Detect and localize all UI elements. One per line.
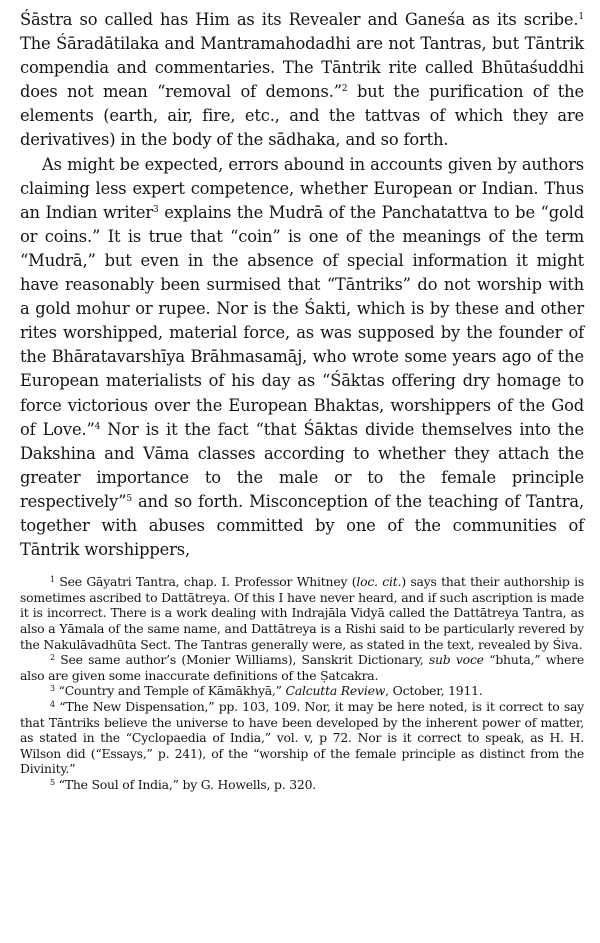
footnote <box>20 699 584 777</box>
footnote-separator <box>20 562 584 574</box>
footnote <box>20 777 584 793</box>
footnote-reference: 4 <box>94 421 101 432</box>
footnote-reference: 1 <box>578 12 584 22</box>
text-run: ) says that their authorship is sometimes ascribed to Dattātreya. Of this I have never heard, and if such ascription is made it is incorrect. There is a work dealing with Indrajāla Vidyā called the Dattātreya Tantra, as also a Yāmala of the same name, and Dattātreya is a Rishi said to be particularly revered by the Nakulāvadhūta Sect. The Tantras generally were, as stated in the text, revealed by Śiva. <box>20 574 585 652</box>
footnote-marker: 5 <box>50 777 55 787</box>
text-run: Nor is it the fact “that Śāktas divide themselves into the Dakshina and Vāma classes according to whether they attach the greater importance to the male or to the female principle respectively” <box>20 419 584 511</box>
text-run: See same author’s (Monier Williams), Sanskrit Dictionary, <box>54 652 429 668</box>
text-run: “bhuta,” where also are given some inaccurate definitions of the Ṣatcakra. <box>20 652 585 683</box>
italic-text: loc. cit. <box>356 574 402 590</box>
footnote <box>20 574 584 652</box>
text-run: and so forth. Misconception of the teaching of Tantra, together with abuses committed by one of the communities of Tāntrik worshippers, <box>20 491 584 560</box>
footnote-marker: 4 <box>50 699 55 709</box>
paragraph <box>20 153 584 563</box>
footnote-reference: 5 <box>126 493 132 504</box>
text-run: See Gāyatri Tantra, chap. I. Professor Whitney ( <box>54 574 357 590</box>
footnote-marker: 3 <box>50 684 55 694</box>
text-run: The Śāradātilaka and Mantramahodadhi are not Tantras, but Tāntrik compendia and commentaries. The Tāntrik rite called Bhūtaśuddhi does not mean “removal of demons.” <box>20 34 584 102</box>
text-run: “The Soul of India,” by G. Howells, p. 320. <box>54 776 317 792</box>
footnote-marker: 2 <box>50 653 55 663</box>
footnote-reference: 3 <box>153 204 159 215</box>
text-run: explains the Mudrā of the Panchatattva to be “gold or coins.” It is true that “coin” is one of the meanings of the term “Mudrā,” but even in the absence of special information it might have reasonably been surmised that “Tāntriks” do not worship with a gold mohur or rupee. Nor is the Śakti, which is by these and other rites worshipped, material force, as was supposed by the founder of the Bhāratavarshīya Brāhmasamāj, who wrote some years ago of the European materialists of his day as “Śāktas offering dry homage to force victorious over the European Bhaktas, worshippers of the God of Love.” <box>20 202 584 439</box>
main-text <box>20 8 584 562</box>
paragraph <box>20 8 584 153</box>
footnote <box>20 652 584 683</box>
text-run: As might be expected, errors abound in accounts given by authors claiming less expert competence, whether European or Indian. Thus an Indian writer <box>20 154 584 222</box>
italic-text: Calcutta Review <box>285 683 386 699</box>
text-run: but the purification of the elements (earth, air, fire, etc., and the tattvas of which they are derivatives) in the body of the sādhaka, and so forth. <box>20 82 585 150</box>
text-run: Śāstra so called has Him as its Revealer and Ganeśa as its scribe. <box>20 10 579 29</box>
italic-text: sub voce <box>428 652 484 668</box>
footnote <box>20 683 584 699</box>
text-run: “The New Dispensation,” pp. 103, 109. Nor, it may be here noted, is it correct to say that Tāntriks believe the universe to have been developed by the inherent power of matter, as stated in the “Cyclopaedia of India,” vol. v, p 72. Nor is it correct to speak, as H. H. Wilson did (“Essays,” p. 241), of the “worship of the female principle as distinct from the Divinity.” <box>20 698 584 777</box>
footnote-reference: 2 <box>341 84 348 95</box>
footnotes <box>20 574 584 792</box>
text-run: , October, 1911. <box>385 683 483 699</box>
footnote-marker: 1 <box>50 575 55 585</box>
text-run: “Country and Temple of Kāmākhyā,” <box>54 683 286 699</box>
